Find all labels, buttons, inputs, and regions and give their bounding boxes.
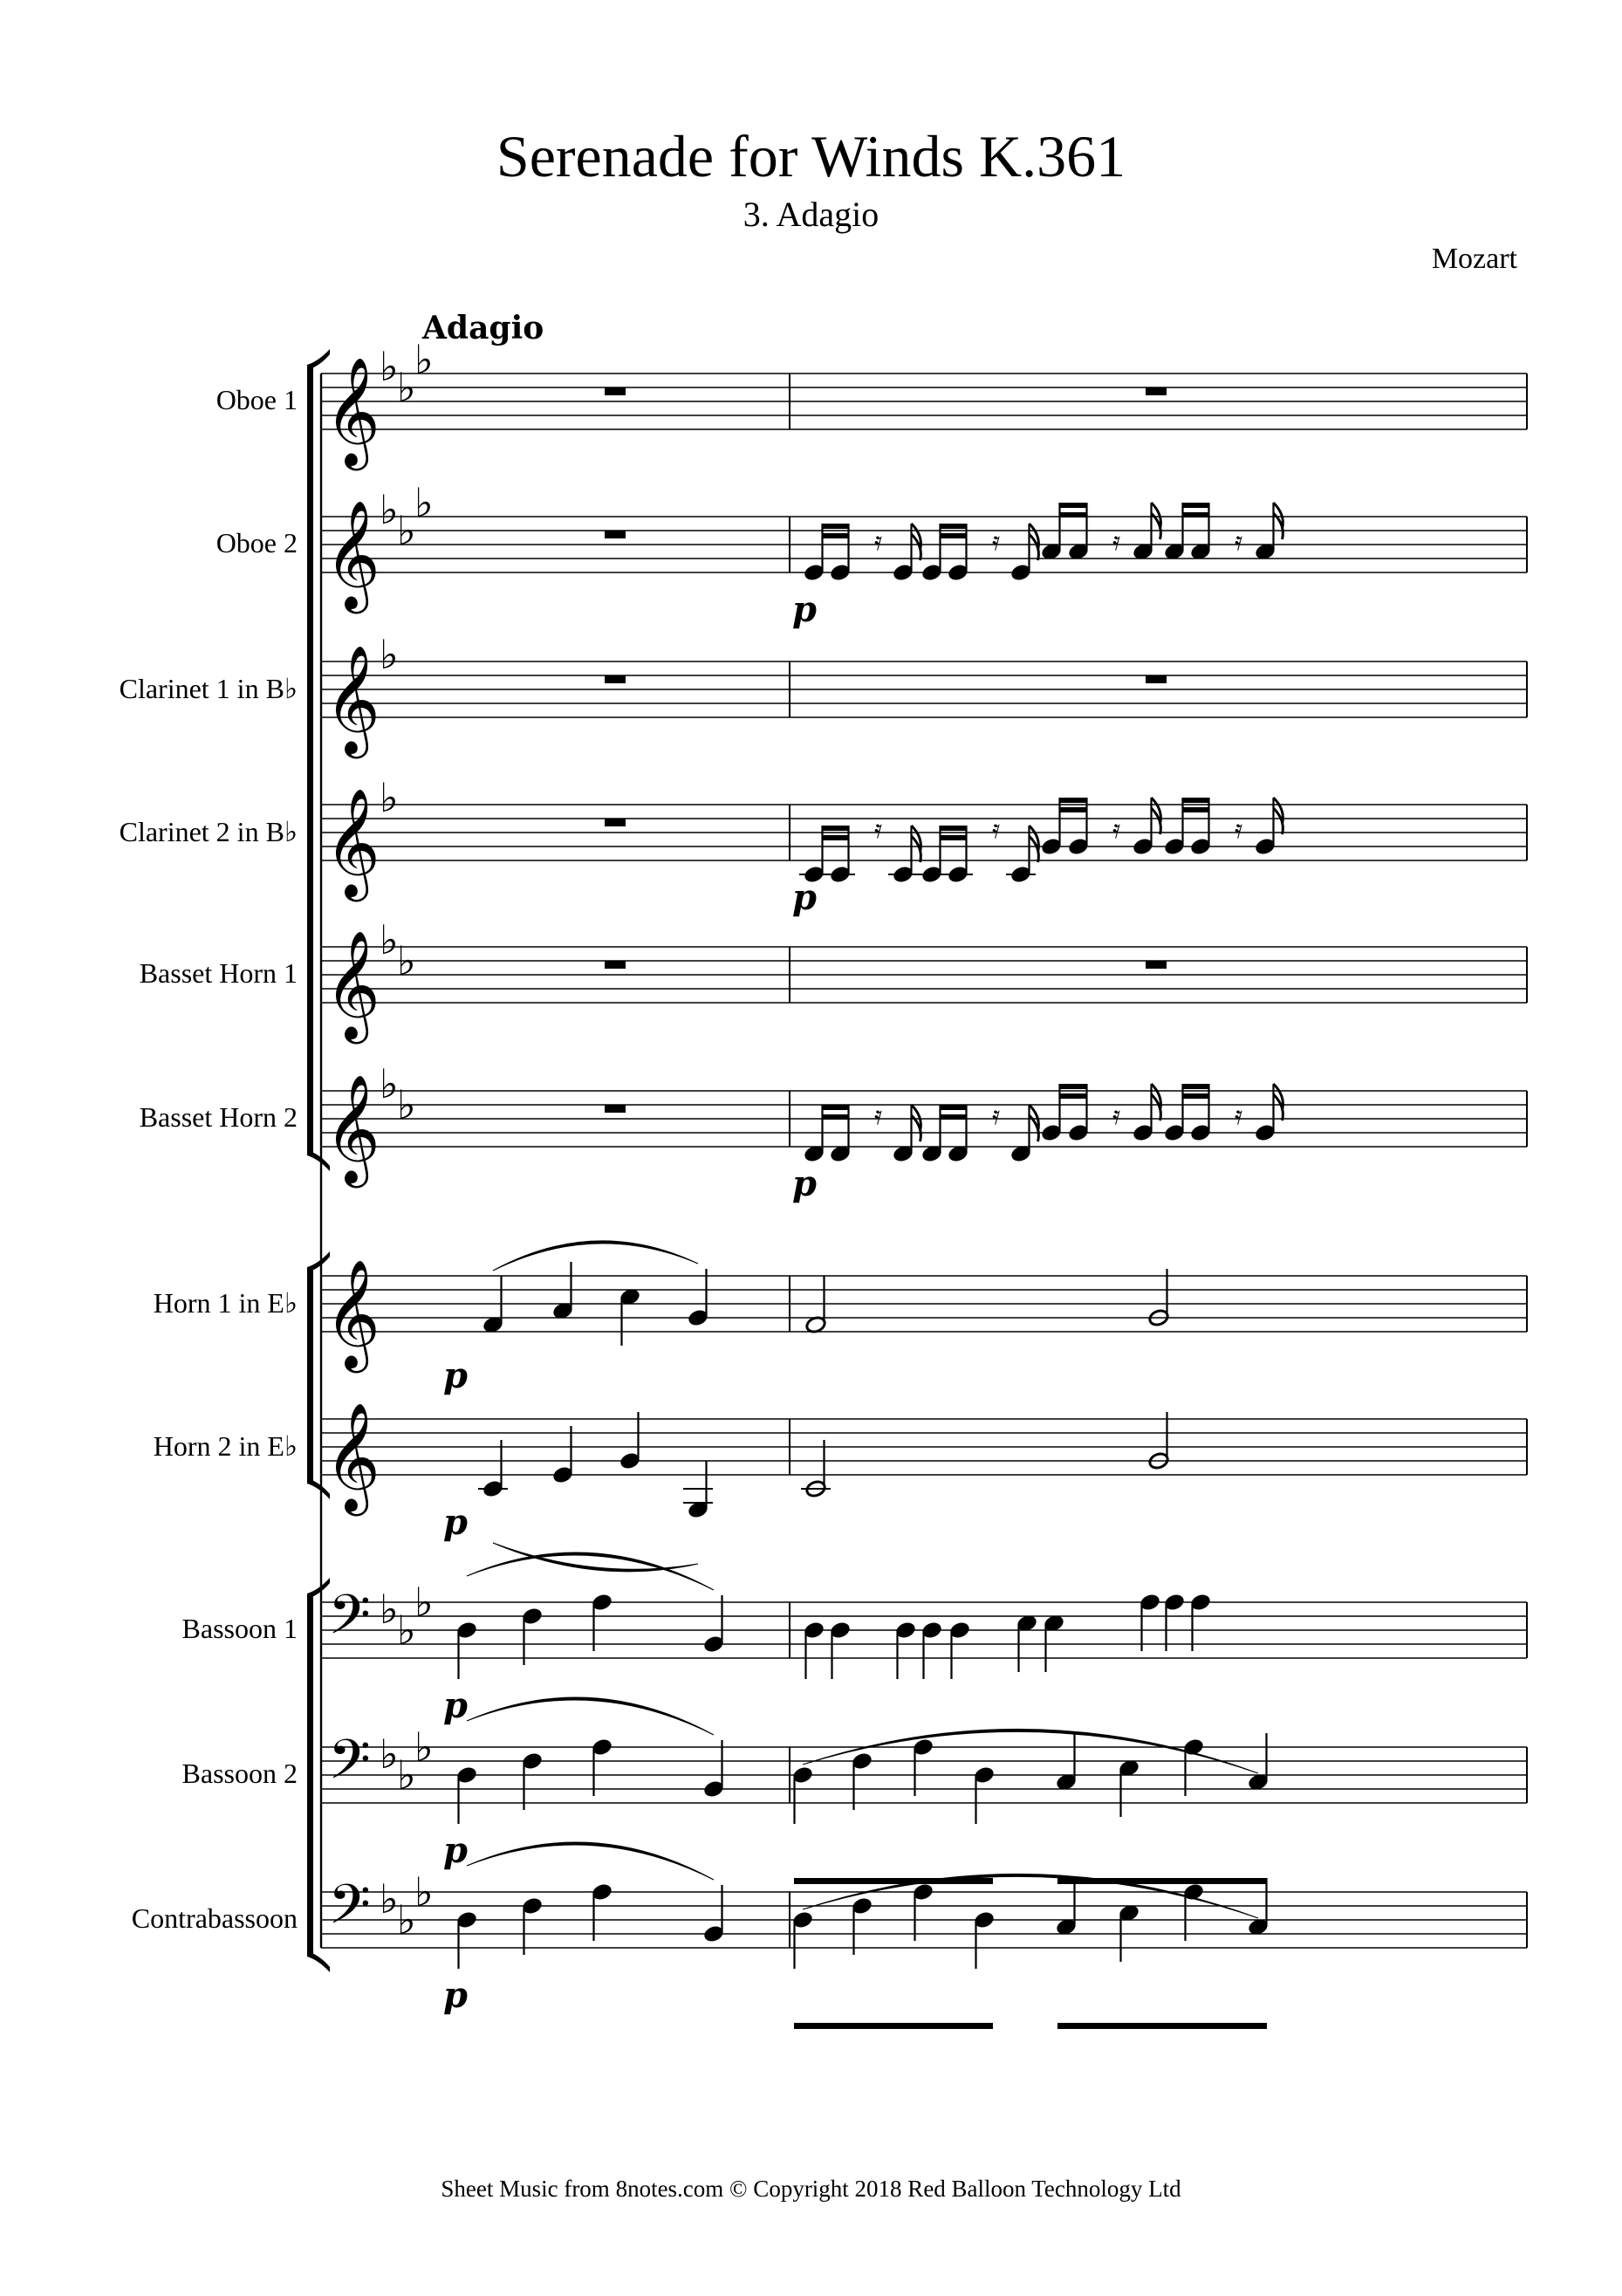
dynamic-marking: p [792, 1163, 817, 1204]
note-flag [912, 524, 921, 560]
note [1139, 1593, 1160, 1651]
note [455, 1621, 477, 1679]
treble-clef: 𝄞 [325, 788, 380, 897]
note [1147, 1412, 1169, 1470]
treble-clef: 𝄞 [325, 1074, 380, 1183]
note [825, 826, 855, 884]
note [851, 1751, 873, 1810]
note [1132, 503, 1153, 561]
note [1055, 1878, 1077, 1936]
note [912, 1737, 934, 1796]
tempo-marking: Adagio [422, 310, 544, 346]
note [478, 1440, 508, 1498]
note-beam [1183, 1093, 1209, 1099]
note [591, 1882, 613, 1941]
note-beam [794, 2023, 993, 2029]
note-flag [1152, 1084, 1161, 1121]
note-flag [1274, 1084, 1283, 1121]
treble-clef: 𝄞 [325, 1402, 380, 1511]
note [1163, 1084, 1185, 1142]
note [888, 826, 918, 884]
note-beam [941, 1114, 967, 1120]
group-bracket [307, 365, 313, 1155]
note [455, 1910, 477, 1969]
note-beam [941, 1105, 967, 1110]
treble-clef: 𝄞 [325, 500, 380, 609]
note [921, 1621, 942, 1679]
note [1163, 503, 1185, 561]
instrument-label: Bassoon 1 [181, 1613, 298, 1644]
bracket-hook [307, 1951, 330, 1972]
note-flag [912, 1105, 921, 1141]
note [892, 524, 914, 582]
note [973, 1765, 995, 1824]
flat-sign: ♭ [414, 479, 434, 526]
note-beam [823, 835, 849, 840]
note-beam [1060, 798, 1087, 803]
note [1163, 798, 1185, 856]
note-beam [1060, 1093, 1087, 1099]
note [799, 826, 829, 884]
note-beam [941, 533, 967, 538]
note [1147, 1269, 1169, 1327]
note [551, 1426, 573, 1484]
treble-clef: 𝄞 [325, 645, 380, 754]
note [921, 524, 942, 582]
instrument-label: Basset Horn 2 [139, 1101, 298, 1133]
bass-clef: 𝄢 [328, 1582, 371, 1660]
note [1254, 1084, 1276, 1142]
note [1016, 1614, 1037, 1672]
note-flag [1030, 524, 1039, 560]
note-beam [1060, 807, 1087, 812]
whole-rest [605, 1105, 626, 1113]
flat-sign: ♭ [414, 336, 434, 383]
score-title: Serenade for Winds K.361 [496, 123, 1126, 189]
sixteenth-rest: 𝄿 [1235, 1100, 1243, 1131]
note [1009, 1105, 1031, 1163]
note [1040, 503, 1062, 561]
flat-sign: ♭ [414, 1579, 434, 1626]
note-beam [823, 826, 849, 831]
whole-rest [1146, 387, 1167, 395]
bracket-hook [307, 1578, 330, 1599]
note [1043, 1614, 1064, 1672]
note [1040, 798, 1062, 856]
note [1163, 1593, 1185, 1651]
note [1254, 503, 1276, 561]
instrument-label: Horn 2 in E♭ [153, 1430, 298, 1462]
note-flag [1274, 798, 1283, 834]
sixteenth-rest: 𝄿 [992, 1100, 1001, 1131]
note-beam [1183, 807, 1209, 812]
flat-sign: ♭ [380, 486, 399, 533]
note [1254, 798, 1276, 856]
note [803, 1621, 825, 1679]
note-beam [823, 524, 849, 529]
flat-sign: ♭ [380, 774, 399, 821]
note [892, 1105, 914, 1163]
note [948, 1621, 970, 1679]
flat-sign: ♭ [397, 937, 416, 984]
flat-sign: ♭ [380, 916, 399, 963]
dynamic-marking: p [443, 1355, 468, 1396]
note [1132, 798, 1153, 856]
note [801, 1440, 831, 1498]
note [1182, 1737, 1204, 1796]
note [829, 1105, 851, 1163]
sixteenth-rest: 𝄿 [992, 526, 1001, 557]
flat-sign: ♭ [397, 1896, 416, 1943]
note [1009, 524, 1031, 582]
slur [493, 1543, 698, 1572]
treble-clef: 𝄞 [325, 1259, 380, 1368]
movement-subtitle: 3. Adagio [743, 195, 879, 234]
whole-rest [605, 961, 626, 969]
note [1067, 1084, 1089, 1142]
note [1006, 826, 1036, 884]
dynamic-marking: p [792, 589, 817, 630]
note [482, 1276, 503, 1334]
note-beam [823, 533, 849, 538]
note [973, 1910, 995, 1969]
note-flag [1030, 826, 1039, 862]
note [1189, 798, 1211, 856]
flat-sign: ♭ [414, 1724, 434, 1771]
note [791, 1765, 813, 1824]
note [791, 1910, 813, 1969]
instrument-label: Contrabassoon [131, 1902, 298, 1934]
flat-sign: ♭ [380, 1060, 399, 1107]
whole-rest [605, 675, 626, 683]
note-flag [1152, 503, 1161, 539]
sixteenth-rest: 𝄿 [1235, 814, 1243, 845]
note [894, 1621, 916, 1679]
note-beam [941, 835, 967, 840]
note [687, 1269, 708, 1327]
bass-clef: 𝄢 [328, 1872, 371, 1950]
note [912, 1882, 934, 1941]
note-beam [823, 1114, 849, 1120]
note [1067, 798, 1089, 856]
note-beam [1060, 503, 1087, 508]
note [591, 1737, 613, 1796]
instrument-label: Oboe 2 [216, 527, 298, 559]
bass-clef: 𝄢 [328, 1727, 371, 1805]
note-flag [1152, 798, 1161, 834]
note-flag [912, 826, 921, 862]
dynamic-marking: p [792, 877, 817, 918]
note [1182, 1882, 1204, 1941]
note [947, 1105, 968, 1163]
note [803, 524, 825, 582]
note [921, 1105, 942, 1163]
flat-sign: ♭ [397, 1081, 416, 1128]
note [702, 1740, 724, 1799]
note [804, 1276, 826, 1334]
note [1040, 1084, 1062, 1142]
slur [467, 1552, 714, 1590]
sixteenth-rest: 𝄿 [874, 1100, 883, 1131]
flat-sign: ♭ [397, 1607, 416, 1654]
dynamic-marking: p [443, 1502, 468, 1543]
note [1247, 1878, 1269, 1936]
note [1189, 503, 1211, 561]
slur [467, 1842, 714, 1880]
whole-rest [605, 819, 626, 826]
flat-sign: ♭ [380, 1586, 399, 1633]
note [702, 1885, 724, 1943]
note-flag [1030, 1105, 1039, 1141]
note-beam [1183, 503, 1209, 508]
sixteenth-rest: 𝄿 [992, 814, 1001, 845]
note-beam [941, 524, 967, 529]
slur [493, 1241, 698, 1271]
note [947, 524, 968, 582]
flat-sign: ♭ [397, 1751, 416, 1799]
whole-rest [605, 387, 626, 395]
whole-rest [605, 531, 626, 538]
note [702, 1595, 724, 1654]
whole-rest [1146, 675, 1167, 683]
note [521, 1751, 543, 1810]
note [619, 1412, 640, 1470]
note-flag [1274, 503, 1283, 539]
sixteenth-rest: 𝄿 [874, 814, 883, 845]
flat-sign: ♭ [397, 507, 416, 554]
note-beam [1183, 512, 1209, 517]
note [619, 1287, 640, 1346]
flat-sign: ♭ [397, 364, 416, 411]
note [1055, 1733, 1077, 1792]
note-beam [941, 826, 967, 831]
note [1247, 1733, 1269, 1792]
flat-sign: ♭ [414, 1868, 434, 1916]
whole-rest [1146, 961, 1167, 969]
group-bracket [307, 1593, 313, 1957]
note-beam [823, 1105, 849, 1110]
note [1118, 1903, 1140, 1962]
flat-sign: ♭ [380, 1731, 399, 1778]
group-bracket [307, 1267, 313, 1484]
sixteenth-rest: 𝄿 [1112, 1100, 1121, 1131]
note [803, 1105, 825, 1163]
note [551, 1262, 573, 1320]
composer-name: Mozart [1431, 243, 1517, 275]
note [591, 1593, 613, 1651]
note [683, 1461, 713, 1519]
flat-sign: ♭ [380, 343, 399, 390]
note [1189, 1084, 1211, 1142]
note [521, 1607, 543, 1665]
note-beam [1060, 512, 1087, 517]
instrument-label: Horn 1 in E♭ [153, 1287, 298, 1319]
sixteenth-rest: 𝄿 [1112, 526, 1121, 557]
note [829, 1621, 851, 1679]
note-beam [1060, 1084, 1087, 1089]
dynamic-marking: p [443, 1975, 468, 2016]
note [1067, 503, 1089, 561]
sixteenth-rest: 𝄿 [874, 526, 883, 557]
dynamic-marking: p [443, 1830, 468, 1871]
note [943, 826, 973, 884]
instrument-label: Bassoon 2 [181, 1758, 298, 1789]
instrument-label: Clarinet 1 in B♭ [119, 673, 298, 704]
note [851, 1896, 873, 1955]
treble-clef: 𝄞 [325, 357, 380, 466]
instrument-label: Clarinet 2 in B♭ [119, 816, 298, 847]
note [455, 1765, 477, 1824]
sixteenth-rest: 𝄿 [1235, 526, 1243, 557]
instrument-label: Oboe 1 [216, 384, 298, 415]
note [521, 1896, 543, 1955]
flat-sign: ♭ [380, 1875, 399, 1922]
flat-sign: ♭ [380, 631, 399, 678]
note [1118, 1758, 1140, 1817]
dynamic-marking: p [443, 1685, 468, 1726]
slur [467, 1697, 714, 1735]
treble-clef: 𝄞 [325, 930, 380, 1039]
note [1132, 1084, 1153, 1142]
copyright-footer: Sheet Music from 8notes.com © Copyright 2018 Red Balloon Technology Ltd [441, 2176, 1181, 2202]
note-beam [1183, 798, 1209, 803]
note [1189, 1593, 1211, 1651]
instrument-label: Basset Horn 1 [139, 957, 298, 989]
note [829, 524, 851, 582]
note-beam [1183, 1084, 1209, 1089]
sixteenth-rest: 𝄿 [1112, 814, 1121, 845]
note-beam [1057, 2023, 1267, 2029]
